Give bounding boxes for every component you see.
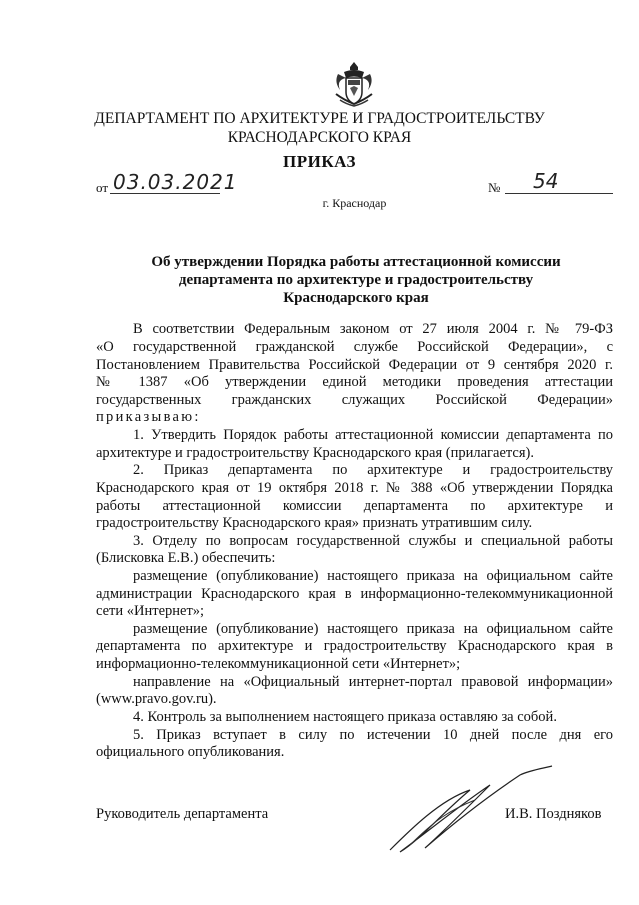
body-line: размещение (опубликование) настоящего приказа на официальном сайте	[133, 621, 613, 637]
body-line: официального опубликования.	[96, 744, 285, 760]
body-line: 4. Контроль за выполнением настоящего приказа оставляю за собой.	[133, 709, 557, 725]
number-prefix: №	[488, 180, 501, 195]
org-name-line2: КРАСНОДАРСКОГО КРАЯ	[227, 129, 412, 146]
body-line: департамента по архитектуре и градостроительству Краснодарского края в	[96, 638, 613, 654]
body-line: № 1387 «Об утверждении единой методики проведения аттестации	[96, 374, 613, 390]
body-line: приказываю:	[96, 409, 201, 425]
body-line: (Блисковка Е.В.) обеспечить:	[96, 550, 276, 566]
signer-name: И.В. Поздняков	[505, 806, 602, 822]
date-underline	[110, 193, 220, 194]
body-line: размещение (опубликование) настоящего приказа на официальном сайте	[133, 568, 613, 584]
body-line: 1. Утвердить Порядок работы аттестационной комиссии департамента по	[133, 427, 613, 443]
order-title-line2: департамента по архитектуре и градостроительству	[178, 272, 534, 288]
city: г. Краснодар	[322, 196, 387, 210]
body-line: направление на «Официальный интернет-портал правовой информации»	[133, 674, 613, 690]
order-date: 03.03.2021	[113, 170, 238, 194]
document-type: ПРИКАЗ	[283, 152, 356, 171]
body-line: информационно-телекоммуникационной сети «Интернет»;	[96, 656, 461, 672]
body-line: администрации Краснодарского края в информационно-телекоммуникационной	[96, 586, 613, 602]
body-line: сети «Интернет»;	[96, 603, 205, 619]
body-line: государственных гражданских служащих Российской Федерации»	[96, 392, 613, 408]
coat-of-arms-emblem	[332, 60, 376, 110]
body-line: «О государственной гражданской службе Российской Федерации», с	[96, 339, 613, 355]
org-name-line1: ДЕПАРТАМЕНТ ПО АРХИТЕКТУРЕ И ГРАДОСТРОИТЕЛЬСТВУ	[94, 110, 545, 127]
order-number: 54	[533, 169, 559, 193]
body-line: 5. Приказ вступает в силу по истечении 10 дней после дня его	[133, 727, 613, 743]
body-line: В соответствии Федеральным законом от 27 июля 2004 г. № 79-ФЗ	[133, 321, 613, 337]
date-prefix: от	[96, 180, 109, 195]
body-line: Краснодарского края от 19 октября 2018 г. № 388 «Об утверждении Порядка	[96, 480, 613, 496]
body-line: архитектуре и градостроительству Краснодарского края (прилагается).	[96, 445, 534, 461]
body-line: работы аттестационной комиссии департамента по архитектуре и	[96, 498, 613, 514]
number-underline	[505, 193, 613, 194]
body-line: Постановлением Правительства Российской Федерации от 9 сентября 2020 г.	[96, 357, 613, 373]
body-line: 3. Отделу по вопросам государственной службы и специальной работы	[133, 533, 613, 549]
body-line: градостроительству Краснодарского края» признать утратившим силу.	[96, 515, 533, 531]
signer-position: Руководитель департамента	[96, 806, 269, 822]
body-line: 2. Приказ департамента по архитектуре и градостроительству	[133, 462, 613, 478]
body-line: (www.pravo.gov.ru).	[96, 691, 217, 707]
order-title-line3: Краснодарского края	[283, 290, 429, 306]
order-title-line1: Об утверждении Порядка работы аттестационной комиссии	[151, 254, 561, 270]
